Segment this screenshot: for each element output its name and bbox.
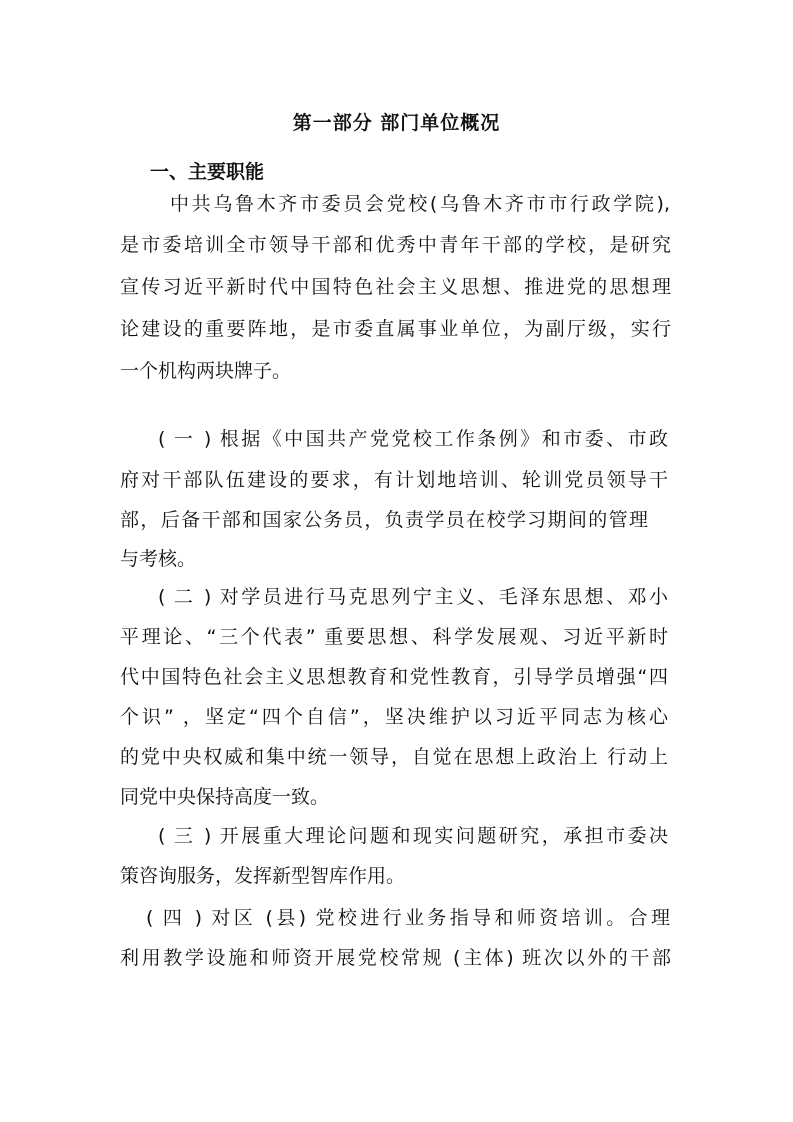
paragraph-line: 利用教学设施和师资开展党校常规 (主体) 班次以外的干部 — [120, 947, 671, 969]
paragraph-line: 一个机构两块牌子。 — [120, 360, 292, 382]
page-title: 第一部分 部门单位概况 — [292, 112, 501, 134]
paragraph-line: 与考核。 — [120, 548, 197, 570]
paragraph-line: 府对干部队伍建设的要求，有计划地培训、轮训党员领导干 — [120, 469, 668, 491]
paragraph-line: 中共乌鲁木齐市委员会党校(乌鲁木齐市市行政学院), — [170, 193, 670, 215]
paragraph-line: 个识” ，坚定“四个自信”，坚决维护以习近平同志为核心 — [120, 706, 668, 728]
paragraph-line: 同党中央保持高度一致。 — [120, 786, 330, 808]
paragraph-line: 部，后备干部和国家公务员，负责学员在校学习期间的管理 — [120, 509, 648, 531]
paragraph-line: 论建设的重要阵地，是市委直属事业单位，为副厅级，实行 — [120, 318, 671, 340]
paragraph-line: 的党中央权威和集中统一领导，自觉在思想上政治上 行动上 — [120, 746, 668, 768]
paragraph-line: 是市委培训全市领导干部和优秀中青年干部的学校，是研究 — [120, 234, 671, 256]
paragraph-line: ( 一 ) 根据《中国共产党党校工作条例》和市委、市政 — [158, 428, 668, 450]
paragraph-line: 代中国特色社会主义思想教育和党性教育，引导学员增强“四 — [120, 666, 668, 688]
paragraph-line: 策咨询服务，发挥新型智库作用。 — [120, 865, 406, 887]
paragraph-line: ( 四 ) 对区 (县) 党校进行业务指导和师资培训。合理 — [146, 907, 670, 929]
section-heading: 一、主要职能 — [150, 161, 265, 183]
paragraph-line: ( 三 ) 开展重大理论问题和现实问题研究，承担市委决 — [158, 825, 668, 847]
paragraph-line: ( 二 ) 对学员进行马克思列宁主义、毛泽东思想、邓小 — [158, 586, 668, 608]
paragraph-line: 宣传习近平新时代中国特色社会主义思想、推进党的思想理 — [120, 276, 671, 298]
paragraph-line: 平理论、“三个代表” 重要思想、科学发展观、习近平新时 — [120, 626, 668, 648]
